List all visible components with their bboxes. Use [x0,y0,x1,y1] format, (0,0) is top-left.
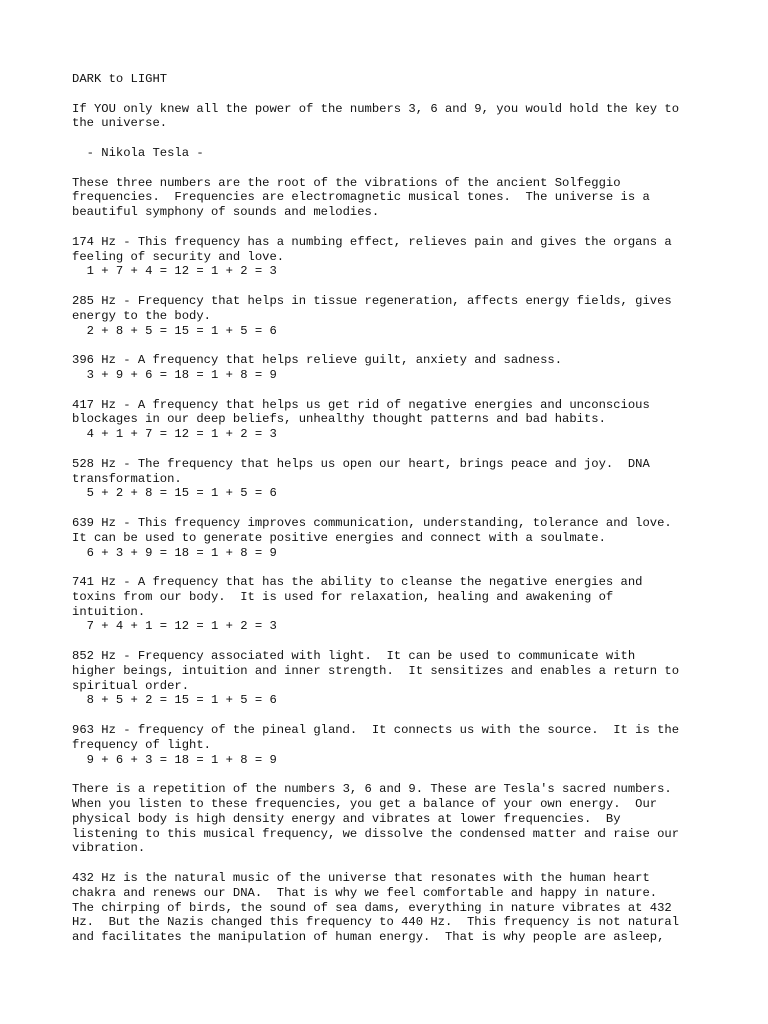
paragraph-line: frequencies. Frequencies are electromagnetic musical tones. The universe is a [72,190,650,205]
paragraph-line: beautiful symphony of sounds and melodies. [72,205,380,220]
frequency-description: 639 Hz - This frequency improves communication, understanding, tolerance and love. [72,515,672,530]
paragraph-gap [72,161,712,176]
paragraph-gap [72,442,712,457]
frequency-description: intuition. [72,604,146,619]
frequency-digit-sum: 5 + 2 + 8 = 15 = 1 + 5 = 6 [72,486,277,501]
frequency-entry-396 [72,353,712,383]
tesla-quote [72,102,712,132]
frequency-digit-sum: 8 + 5 + 2 = 15 = 1 + 5 = 6 [72,693,277,708]
frequency-description: 396 Hz - A frequency that helps relieve guilt, anxiety and sadness. [72,353,563,368]
frequency-entry-528 [72,457,712,501]
frequency-entry-639 [72,516,712,560]
paragraph-gap [72,501,712,516]
paragraph-line: vibration. [72,841,146,856]
quote-line: If YOU only knew all the power of the numbers 3, 6 and 9, you would hold the key to [72,101,680,116]
frequency-digit-sum: 6 + 3 + 9 = 18 = 1 + 8 = 9 [72,545,277,560]
paragraph-gap [72,767,712,782]
paragraph-line: Hz. But the Nazis changed this frequency to 440 Hz. This frequency is not natural [72,915,680,930]
frequency-description: higher beings, intuition and inner strength. It sensitizes and enables a return to [72,663,680,678]
paragraph-gap [72,220,712,235]
paragraph-gap [72,131,712,146]
frequency-description: spiritual order. [72,678,190,693]
quote-line: the universe. [72,116,168,131]
paragraph-gap [72,856,712,871]
document-title: DARK to LIGHT [72,72,168,86]
paragraph-line: 432 Hz is the natural music of the universe that resonates with the human heart [72,871,650,886]
paragraph-gap [72,279,712,294]
intro-paragraph [72,176,712,220]
frequency-description: 741 Hz - A frequency that has the ability to cleanse the negative energies and [72,575,643,590]
frequency-entry-852 [72,649,712,708]
paragraph-gap [72,708,712,723]
document-page [72,72,712,945]
paragraph-gap [72,560,712,575]
frequency-description: toxins from our body. It is used for relaxation, healing and awakening of [72,589,614,604]
paragraph-gap [72,338,712,353]
paragraph-gap [72,383,712,398]
paragraph-line: These three numbers are the root of the vibrations of the ancient Solfeggio [72,175,621,190]
frequency-digit-sum: 2 + 8 + 5 = 15 = 1 + 5 = 6 [72,323,277,338]
frequency-description: It can be used to generate positive energies and connect with a soulmate. [72,530,606,545]
frequency-digit-sum: 4 + 1 + 7 = 12 = 1 + 2 = 3 [72,427,277,442]
frequency-description: 417 Hz - A frequency that helps us get rid of negative energies and unconscious [72,397,650,412]
frequency-description: 528 Hz - The frequency that helps us open our heart, brings peace and joy. DNA [72,456,650,471]
frequency-entry-285 [72,294,712,338]
frequency-description: energy to the body. [72,308,211,323]
paragraph-gap [72,634,712,649]
paragraph-line: When you listen to these frequencies, you get a balance of your own energy. Our [72,797,658,812]
paragraph-gap [72,87,712,102]
frequency-description: 174 Hz - This frequency has a numbing effect, relieves pain and gives the organs a [72,234,672,249]
paragraph-line: There is a repetition of the numbers 3, 6 and 9. These are Tesla's sacred numbers. [72,782,672,797]
frequency-description: 963 Hz - frequency of the pineal gland. It connects us with the source. It is the [72,723,680,738]
frequency-digit-sum: 1 + 7 + 4 = 12 = 1 + 2 = 3 [72,264,277,279]
frequency-entry-741 [72,575,712,634]
frequency-description: 852 Hz - Frequency associated with light. It can be used to communicate with [72,649,636,664]
frequency-digit-sum: 3 + 9 + 6 = 18 = 1 + 8 = 9 [72,367,277,382]
frequency-description: transformation. [72,471,182,486]
frequency-description: blockages in our deep beliefs, unhealthy thought patterns and bad habits. [72,412,606,427]
paragraph-line: The chirping of birds, the sound of sea dams, everything in nature vibrates at 432 [72,900,672,915]
frequency-description: 285 Hz - Frequency that helps in tissue regeneration, affects energy fields, gives [72,293,672,308]
repetition-paragraph [72,782,712,856]
frequency-entry-417 [72,398,712,442]
paragraph-line: and facilitates the manipulation of human energy. That is why people are asleep, [72,930,665,945]
frequency-entry-174 [72,235,712,279]
paragraph-line: listening to this musical frequency, we dissolve the condensed matter and raise our [72,826,680,841]
frequency-description: frequency of light. [72,737,211,752]
frequency-digit-sum: 9 + 6 + 3 = 18 = 1 + 8 = 9 [72,752,277,767]
frequency-digit-sum: 7 + 4 + 1 = 12 = 1 + 2 = 3 [72,619,277,634]
frequency-entry-963 [72,723,712,767]
natural-music-paragraph [72,871,712,945]
frequency-description: feeling of security and love. [72,249,285,264]
quote-attribution: - Nikola Tesla - [72,145,204,160]
paragraph-line: physical body is high density energy and vibrates at lower frequencies. By [72,811,621,826]
paragraph-line: chakra and renews our DNA. That is why we feel comfortable and happy in nature. [72,885,658,900]
